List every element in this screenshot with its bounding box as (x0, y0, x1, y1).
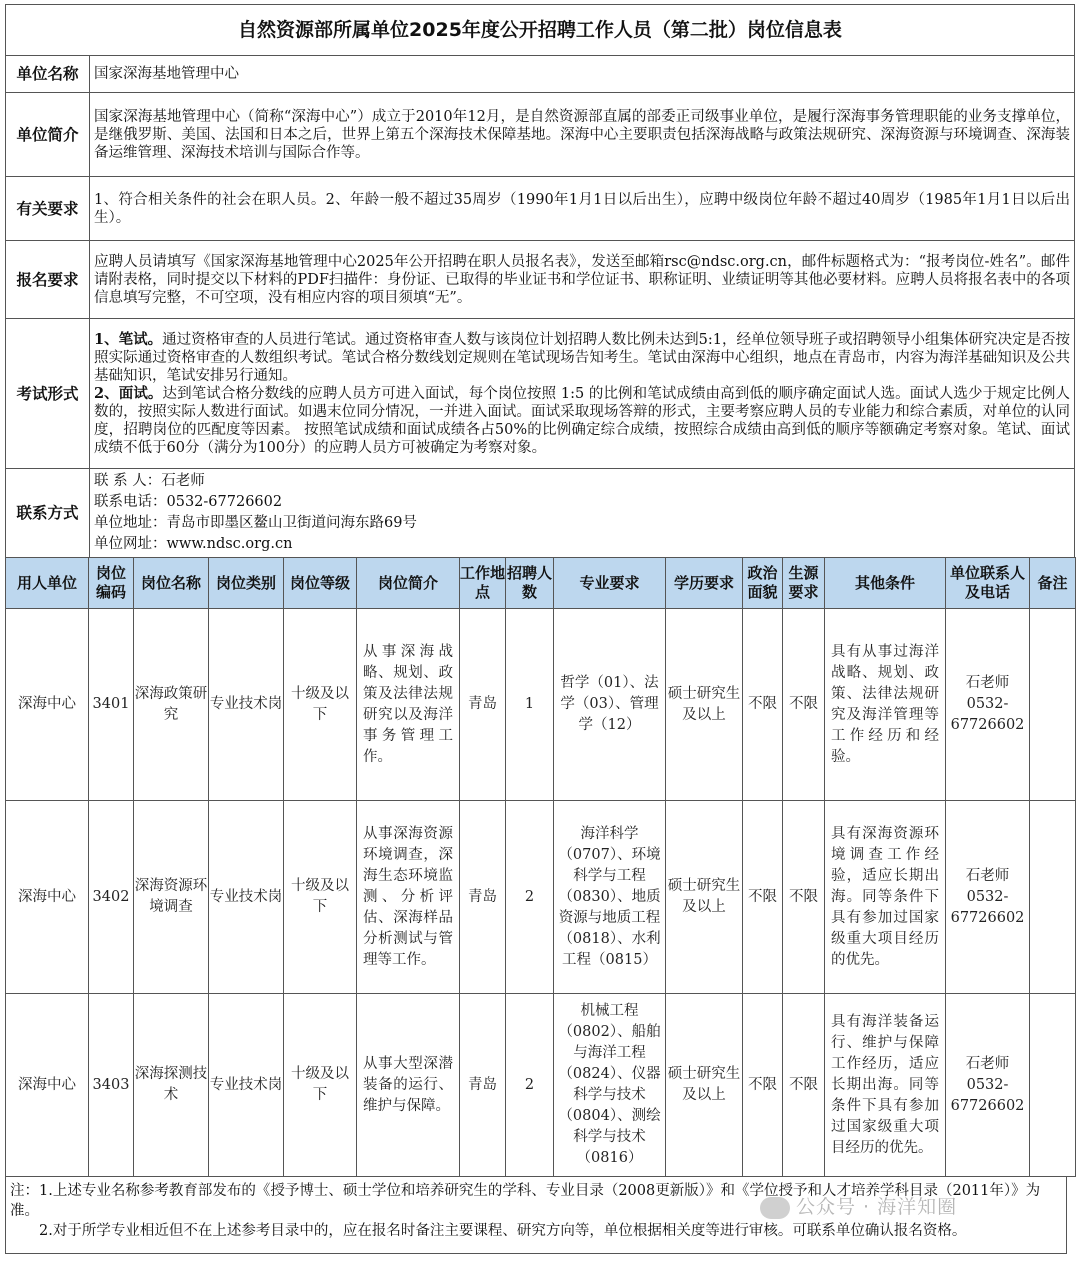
col-header: 单位联系人及电话 (946, 558, 1030, 609)
cell-place: 青岛 (460, 609, 506, 801)
col-header: 岗位简介 (357, 558, 460, 609)
cell-origin: 不限 (783, 994, 825, 1177)
cell-other: 具有从事过海洋战略、规划、政策、法律法规研究及海洋管理等工作经历和经验。 (825, 609, 946, 801)
cell-code: 3403 (89, 994, 134, 1177)
table-row (6, 609, 1076, 801)
cell-count: 2 (506, 801, 554, 994)
col-header: 岗位名称 (134, 558, 209, 609)
col-header: 学历要求 (666, 558, 743, 609)
cell-contact: 石老师0532-67726602 (946, 994, 1030, 1177)
cell-count: 2 (506, 994, 554, 1177)
cell-name: 深海资源环境调查 (134, 801, 209, 994)
table-row (6, 994, 1076, 1177)
cell-politics: 不限 (743, 609, 783, 801)
exam-value (90, 319, 1075, 469)
cell-desc: 从事深海战略、规划、政策及法律法规研究以及海洋事务管理工作。 (357, 609, 460, 801)
col-header: 工作地点 (460, 558, 506, 609)
cell-other: 具有深海资源环境调查工作经验，适应长期出海。同等条件下具有参加过国家级重大项目经历的优先。 (825, 801, 946, 994)
footnote-2: 2.对于所学专业相近但不在上述参考目录中的，应在报名时备注主要课程、研究方向等，单位根据相关度等进行审核。可联系单位确认报名资格。 (39, 1223, 967, 1239)
cell-count: 1 (506, 609, 554, 801)
cell-politics: 不限 (743, 994, 783, 1177)
unit-name-label: 单位名称 (6, 56, 90, 93)
apply-label: 报名要求 (6, 241, 90, 319)
positions-table (5, 557, 1076, 1177)
cell-note (1030, 994, 1076, 1177)
cell-contact: 石老师0532-67726602 (946, 609, 1030, 801)
col-header: 专业要求 (554, 558, 666, 609)
cell-politics: 不限 (743, 801, 783, 994)
interview-title: 2、面试。 (94, 384, 163, 402)
intro-label: 单位简介 (6, 93, 90, 177)
col-header: 政治面貌 (743, 558, 783, 609)
cell-category: 专业技术岗 (209, 994, 284, 1177)
contact-value (90, 469, 1075, 558)
col-header: 用人单位 (6, 558, 89, 609)
requirements-label: 有关要求 (6, 177, 90, 241)
contact-phone: 联系电话：0532-67726602 (94, 494, 283, 510)
cell-place: 青岛 (460, 994, 506, 1177)
col-header: 岗位编码 (89, 558, 134, 609)
cell-desc: 从事深海资源环境调查，深海生态环境监测、分析评估、深海样品分析测试与管理等工作。 (357, 801, 460, 994)
watermark-text: 公众号 · 海洋知圈 (796, 1196, 958, 1218)
cell-unit: 深海中心 (6, 801, 89, 994)
cell-origin: 不限 (783, 609, 825, 801)
cell-other: 具有海洋装备运行、维护与保障工作经历，适应长期出海。同等条件下具有参加过国家级重大项目经历的优先。 (825, 994, 946, 1177)
unit-info-table (5, 4, 1075, 558)
cell-edu: 硕士研究生及以上 (666, 609, 743, 801)
cell-edu: 硕士研究生及以上 (666, 994, 743, 1177)
exam-label: 考试形式 (6, 319, 90, 469)
cell-level: 十级及以下 (284, 801, 357, 994)
contact-label: 联系方式 (6, 469, 90, 558)
cell-note (1030, 609, 1076, 801)
cell-name: 深海探测技术 (134, 994, 209, 1177)
cell-unit: 深海中心 (6, 994, 89, 1177)
col-header: 其他条件 (825, 558, 946, 609)
cell-level: 十级及以下 (284, 994, 357, 1177)
requirements-value: 1、符合相关条件的社会在职人员。2、年龄一般不超过35周岁（1990年1月1日以后出生），应聘中级岗位年龄不超过40周岁（1985年1月1日以后出生）。 (90, 177, 1075, 241)
cell-major: 机械工程（0802）、船舶与海洋工程（0824）、仪器科学与技术（0804）、测绘科学与技术（0816） (554, 994, 666, 1177)
contact-address: 单位地址：青岛市即墨区鳌山卫街道问海东路69号 (94, 515, 417, 531)
cell-note (1030, 801, 1076, 994)
table-row (6, 801, 1076, 994)
apply-value: 应聘人员请填写《国家深海基地管理中心2025年公开招聘在职人员报名表》，发送至邮箱rsc@ndsc.org.cn，邮件标题格式为：“报考岗位-姓名”。邮件请附表格，同时提交以下材料的PDF扫描件：身份证、已取得的毕业证书和学位证书、职称证明、业绩证明等其他必要材料。应聘人员将报名表中的各项信息填写完整，不可空项，没有相应内容的项目须填“无”。 (90, 241, 1075, 319)
cell-code: 3401 (89, 609, 134, 801)
cell-level: 十级及以下 (284, 609, 357, 801)
header-row (6, 558, 1076, 609)
cell-category: 专业技术岗 (209, 609, 284, 801)
cell-origin: 不限 (783, 801, 825, 994)
col-header: 招聘人数 (506, 558, 554, 609)
watermark (760, 1192, 957, 1219)
cell-contact: 石老师0532-67726602 (946, 801, 1030, 994)
interview-text: 达到笔试合格分数线的应聘人员方可进入面试，每个岗位按照 1:5 的比例和笔试成绩由高到低的顺序确定面试人选。面试人选少于规定比例人数的，按照实际人数进行面试。如遇末位同分情况，一并进入面试。面试采取现场答辩的形式，主要考察应聘人员的专业能力和综合素质，对单位的认同度，招聘岗位的匹配度等因素。 按照笔试成绩和面试成绩各占50%的比例确定综合成绩，按照综合成绩由高到低的顺序等额确定考察对象。笔试、面试成绩不低于60分（满分为100分）的应聘人员方可被确定为考察对象。 (94, 385, 1070, 456)
unit-name-value: 国家深海基地管理中心 (90, 56, 1075, 93)
col-header: 备注 (1030, 558, 1076, 609)
wechat-icon (760, 1197, 790, 1219)
cell-major: 哲学（01）、法学（03）、管理学（12） (554, 609, 666, 801)
cell-code: 3402 (89, 801, 134, 994)
col-header: 岗位等级 (284, 558, 357, 609)
cell-category: 专业技术岗 (209, 801, 284, 994)
col-header: 生源要求 (783, 558, 825, 609)
cell-name: 深海政策研究 (134, 609, 209, 801)
contact-website: 单位网址：www.ndsc.org.cn (94, 536, 293, 552)
cell-place: 青岛 (460, 801, 506, 994)
cell-edu: 硕士研究生及以上 (666, 801, 743, 994)
footnote-1: 注：1.上述专业名称参考教育部发布的《授予博士、硕士学位和培养研究生的学科、专业目录（2008更新版）》和《学位授予和人才培养学科目录（2011年）》为准。 (10, 1183, 1041, 1219)
cell-unit: 深海中心 (6, 609, 89, 801)
written-exam-text: 通过资格审查的人员进行笔试。通过资格审查人数与该岗位计划招聘人数比例未达到5:1，经单位领导班子或招聘领导小组集体研究决定是否按照实际通过资格审查的人数组织考试。笔试合格分数线划定规则在笔试现场告知考生。笔试由深海中心组织，地点在青岛市，内容为海洋基础知识及公共基础知识，笔试安排另行通知。 (94, 331, 1070, 384)
contact-person: 联 系 人：石老师 (94, 473, 205, 489)
cell-desc: 从事大型深潜装备的运行、维护与保障。 (357, 994, 460, 1177)
cell-major: 海洋科学（0707）、环境科学与工程（0830）、地质资源与地质工程（0818）、水利工程（0815） (554, 801, 666, 994)
col-header: 岗位类别 (209, 558, 284, 609)
page-title: 自然资源部所属单位2025年度公开招聘工作人员（第二批）岗位信息表 (6, 5, 1075, 56)
written-exam-title: 1、笔试。 (94, 330, 163, 348)
intro-value: 国家深海基地管理中心（简称“深海中心”）成立于2010年12月，是自然资源部直属的部委正司级事业单位，是履行深海事务管理职能的业务支撑单位，是继俄罗斯、美国、法国和日本之后，世界上第五个深海技术保障基地。深海中心主要职责包括深海战略与政策法规研究、深海资源与环境调查、深海装备运维管理、深海技术培训与国际合作等。 (90, 93, 1075, 177)
